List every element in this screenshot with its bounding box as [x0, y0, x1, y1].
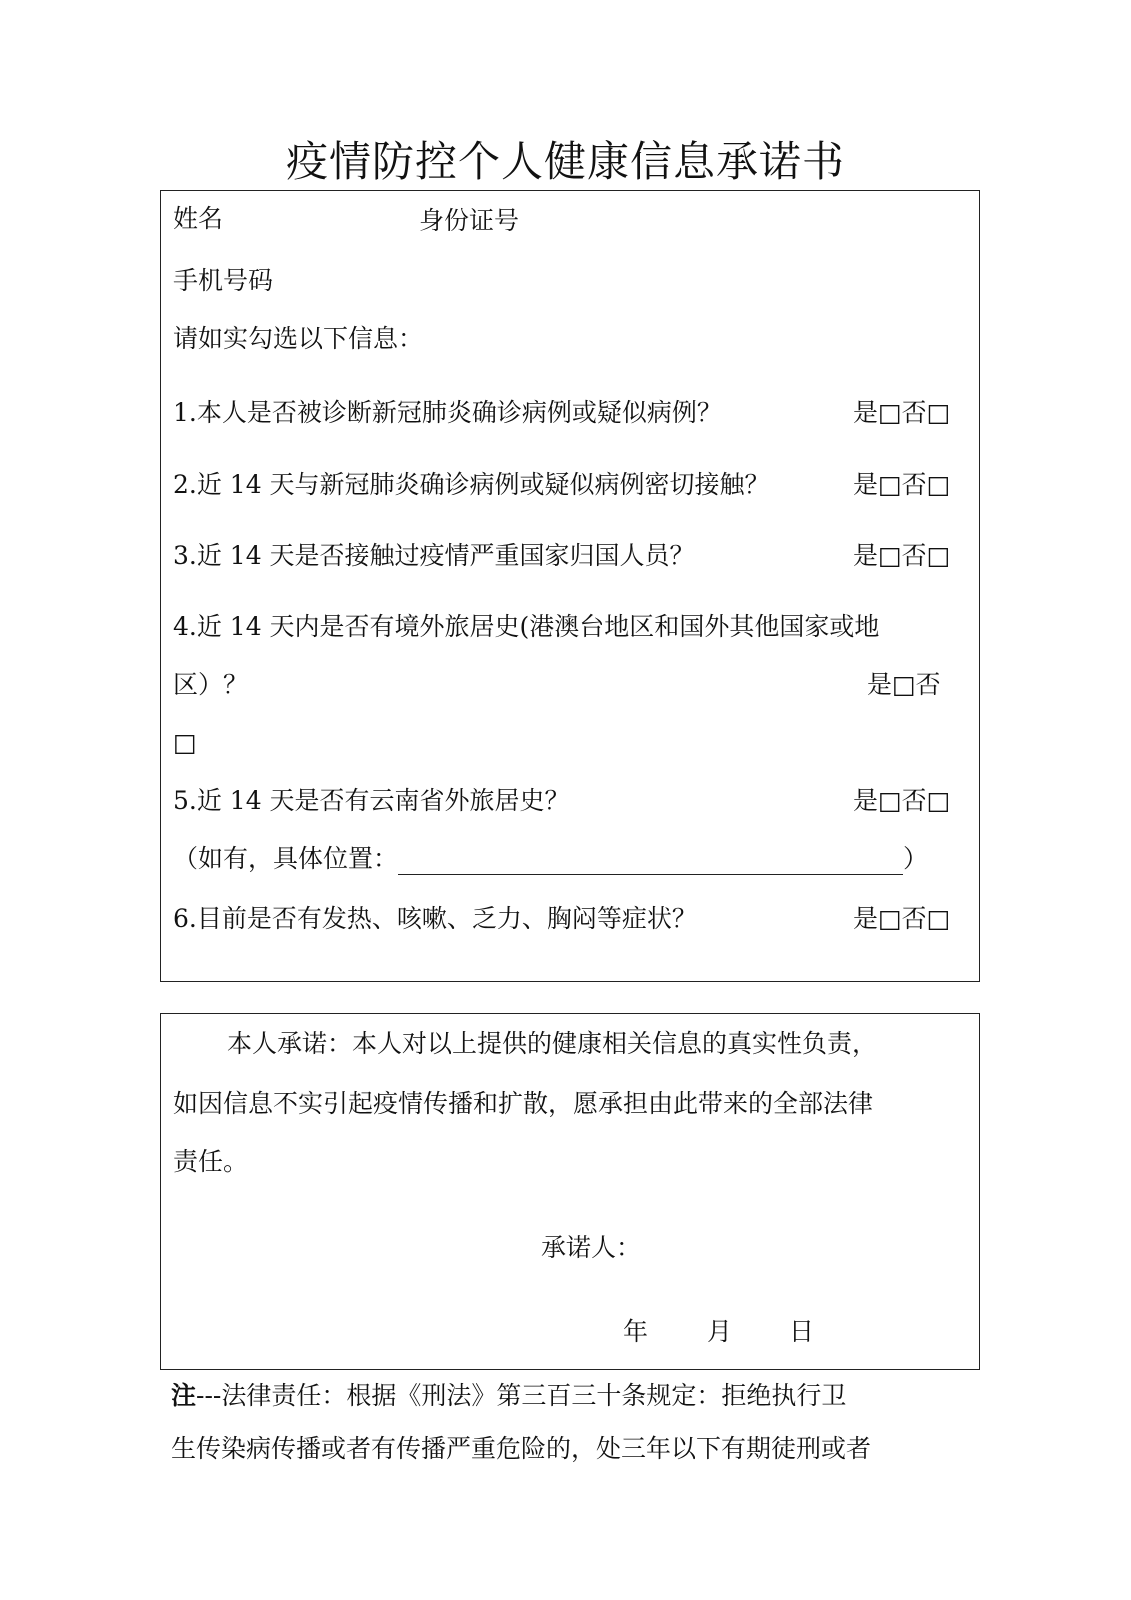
legal-note-line-2: 生传染病传播或者有传播严重危险的，处三年以下有期徒刑或者	[171, 1434, 872, 1463]
question-2-options[interactable]: 是□否□	[853, 470, 951, 499]
phone-label: 手机号码	[173, 266, 274, 295]
question-1-text: 1.本人是否被诊断新冠肺炎确诊病例或疑似病例？	[173, 398, 722, 427]
question-5-text: 5.近 14 天是否有云南省外旅居史？	[173, 786, 570, 815]
location-suffix: ）	[903, 844, 929, 873]
question-3-options[interactable]: 是□否□	[853, 541, 951, 570]
question-1-options[interactable]: 是□否□	[853, 398, 951, 427]
location-prefix: （如有，具体位置：	[173, 844, 399, 873]
question-4-options-cont[interactable]: □	[173, 728, 197, 757]
pledge-section	[160, 1013, 980, 1370]
question-3-text: 3.近 14 天是否接触过疫情严重国家归国人员？	[173, 541, 695, 570]
page-title: 疫情防控个人健康信息承诺书	[285, 137, 845, 186]
date-month-label: 月	[707, 1317, 733, 1346]
note-label: 注	[171, 1381, 197, 1410]
date-day-label: 日	[789, 1317, 815, 1346]
question-6-text: 6.目前是否有发热、咳嗽、乏力、胸闷等症状？	[173, 904, 697, 933]
question-6-options[interactable]: 是□否□	[853, 904, 951, 933]
date-year-label: 年	[623, 1317, 649, 1346]
question-2-text: 2.近 14 天与新冠肺炎确诊病例或疑似病例密切接触？	[173, 470, 770, 499]
pledge-line-3: 责任。	[173, 1147, 249, 1176]
signer-label: 承诺人：	[541, 1233, 642, 1262]
question-4-options[interactable]: 是□否	[867, 670, 941, 699]
legal-note-line-1	[171, 1380, 846, 1412]
note-text-1: ---法律责任：根据《刑法》第三百三十条规定：拒绝执行卫	[196, 1381, 847, 1410]
question-4-text-cont: 区）？	[173, 670, 249, 699]
location-input[interactable]	[398, 848, 903, 875]
pledge-line-1: 本人承诺：本人对以上提供的健康相关信息的真实性负责，	[227, 1029, 878, 1058]
instruction-text: 请如实勾选以下信息：	[173, 324, 424, 353]
question-4-text: 4.近 14 天内是否有境外旅居史(港澳台地区和国外其他国家或地	[173, 612, 880, 641]
name-label: 姓名	[173, 204, 224, 233]
id-number-label: 身份证号	[419, 206, 520, 235]
question-5-options[interactable]: 是□否□	[853, 786, 951, 815]
health-info-section	[160, 190, 980, 982]
pledge-line-2: 如因信息不实引起疫情传播和扩散，愿承担由此带来的全部法律	[173, 1089, 874, 1118]
location-row	[173, 843, 928, 875]
